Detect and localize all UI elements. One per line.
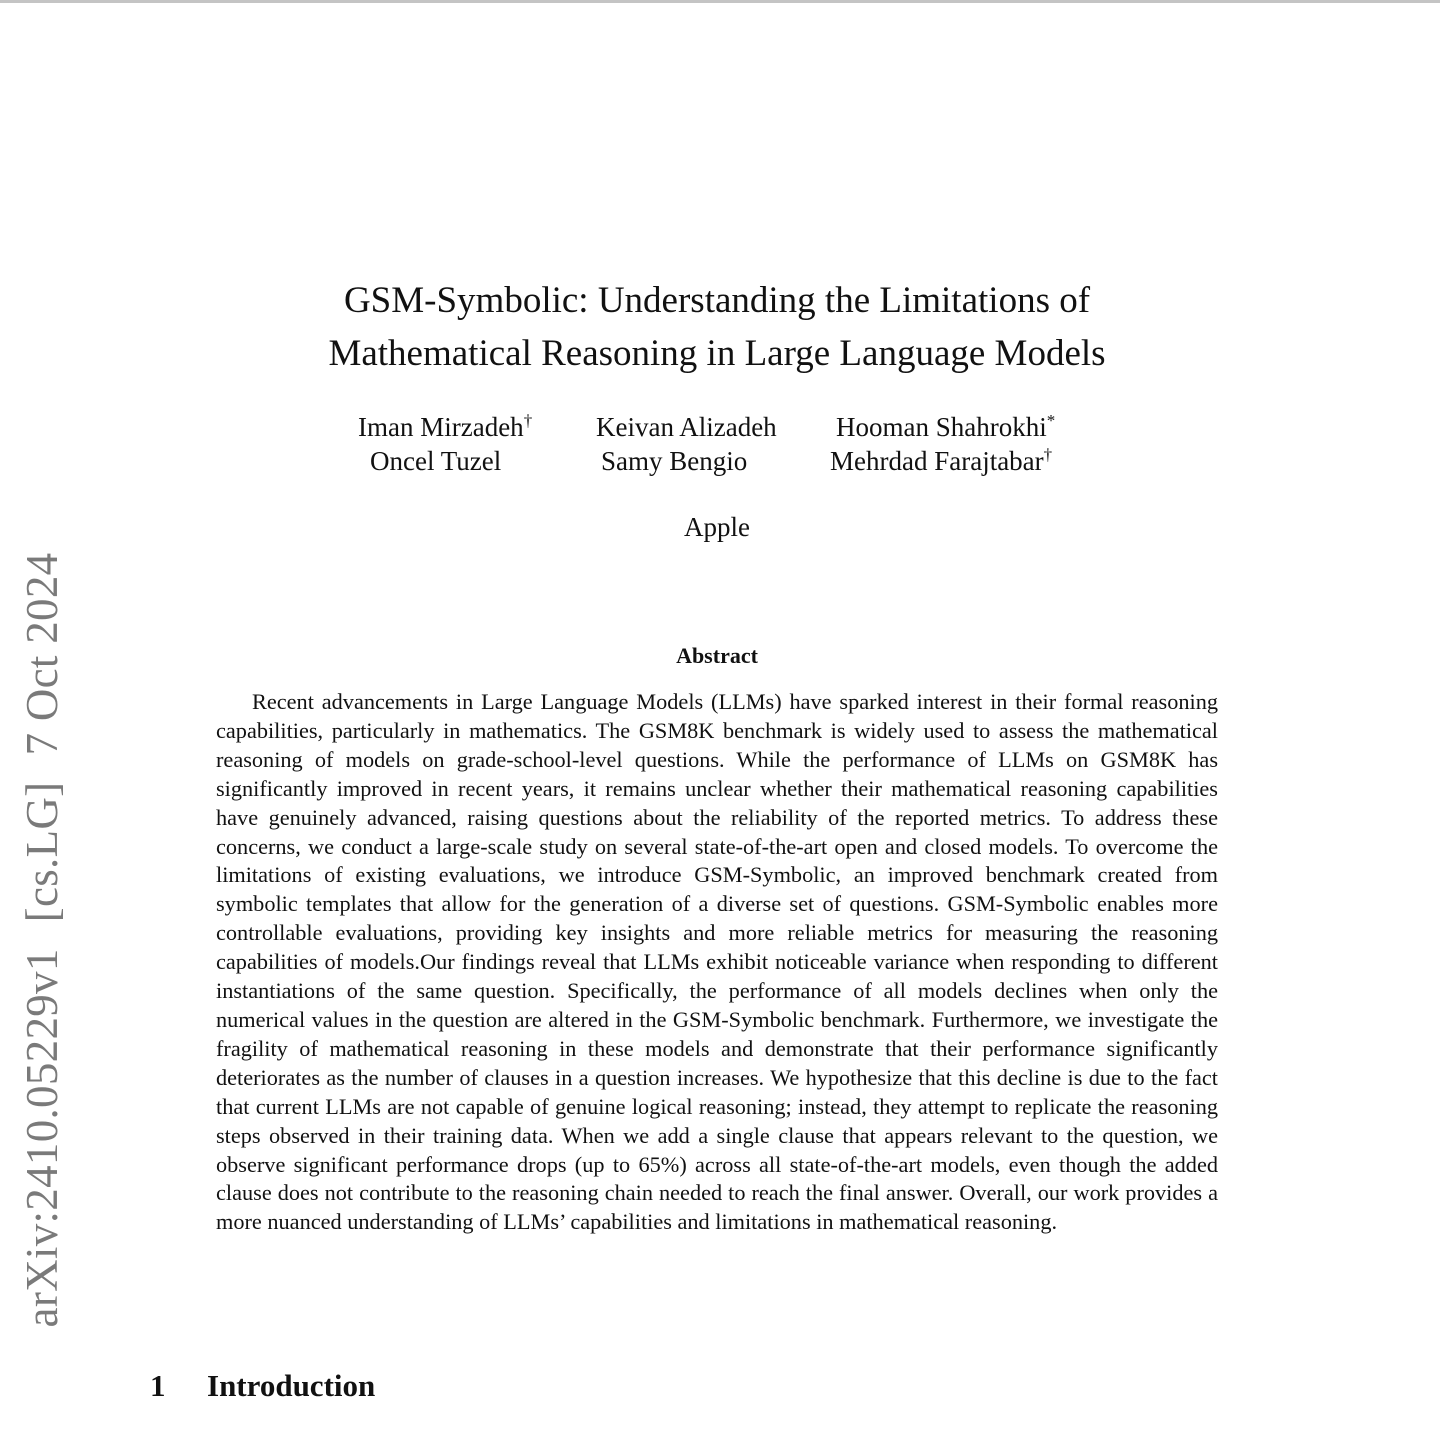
author-footnote-mark: † xyxy=(523,411,533,430)
arxiv-date: 7 Oct 2024 xyxy=(17,552,67,756)
author-name: Oncel Tuzel xyxy=(370,446,502,476)
author-list xyxy=(0,410,1440,478)
author-name: Iman Mirzadeh† xyxy=(358,411,533,442)
section-title: Introduction xyxy=(207,1368,376,1403)
author-row-2 xyxy=(0,444,1440,478)
section-heading-introduction xyxy=(150,1368,375,1404)
author-name: Hooman Shahrokhi* xyxy=(836,411,1056,442)
author-footnote-mark: * xyxy=(1046,411,1056,430)
abstract-text: Recent advancements in Large Language Models (LLMs) have sparked interest in their formal reasoning capabilities, particularly in mathematics. The GSM8K benchmark is widely used to assess the mathematical reasoning of models on grade-school-level questions. While the performance of LLMs on GSM8K has significantly improved in recent years, it remains unclear whether their mathematical reasoning capabilities have genuinely advanced, raising questions about the reliability of the reported metrics. To address these concerns, we conduct a large-scale study on several state-of-the-art open and closed models. To overcome the limitations of existing evaluations, we introduce GSM-Symbolic, an improved benchmark created from symbolic templates that allow for the generation of a diverse set of questions. GSM-Symbolic enables more controllable evaluations, providing key insights and more reliable metrics for measuring the reasoning capabilities of models.Our findings reveal that LLMs exhibit noticeable variance when responding to different instantiations of the same question. Specifically, the performance of all models declines when only the numerical values in the question are altered in the GSM-Symbolic benchmark. Furthermore, we investigate the fragility of mathematical reasoning in these models and demonstrate that their performance significantly deteriorates as the number of clauses in a question increases. We hypothesize that this decline is due to the fact that current LLMs are not capable of genuine logical reasoning; instead, they attempt to replicate the reasoning steps observed in their training data. When we add a single clause that appears relevant to the question, we observe significant performance drops (up to 65%) across all state-of-the-art models, even though the added clause does not contribute to the reasoning chain needed to reach the final answer. Overall, our work provides a more nuanced understanding of LLMs’ capabilities and limitations in mathematical reasoning. xyxy=(216,689,1218,1235)
abstract-heading: Abstract xyxy=(676,643,758,668)
author-footnote-mark: † xyxy=(1043,445,1053,464)
author-row-1 xyxy=(0,410,1440,444)
author-name: Mehrdad Farajtabar† xyxy=(830,445,1053,476)
title-line-2: Mathematical Reasoning in Large Language Models xyxy=(328,333,1106,374)
section-number: 1 xyxy=(150,1368,166,1403)
author-name: Keivan Alizadeh xyxy=(596,412,777,442)
title-line-1: GSM-Symbolic: Understanding the Limitations of xyxy=(343,280,1091,321)
arxiv-id: arXiv:2410.05229v1 xyxy=(17,948,67,1328)
affiliation: Apple xyxy=(684,512,750,542)
arxiv-category: [cs.LG] xyxy=(17,781,67,923)
paper-title xyxy=(0,274,1434,380)
top-border xyxy=(0,0,1440,3)
author-name: Samy Bengio xyxy=(601,446,748,476)
